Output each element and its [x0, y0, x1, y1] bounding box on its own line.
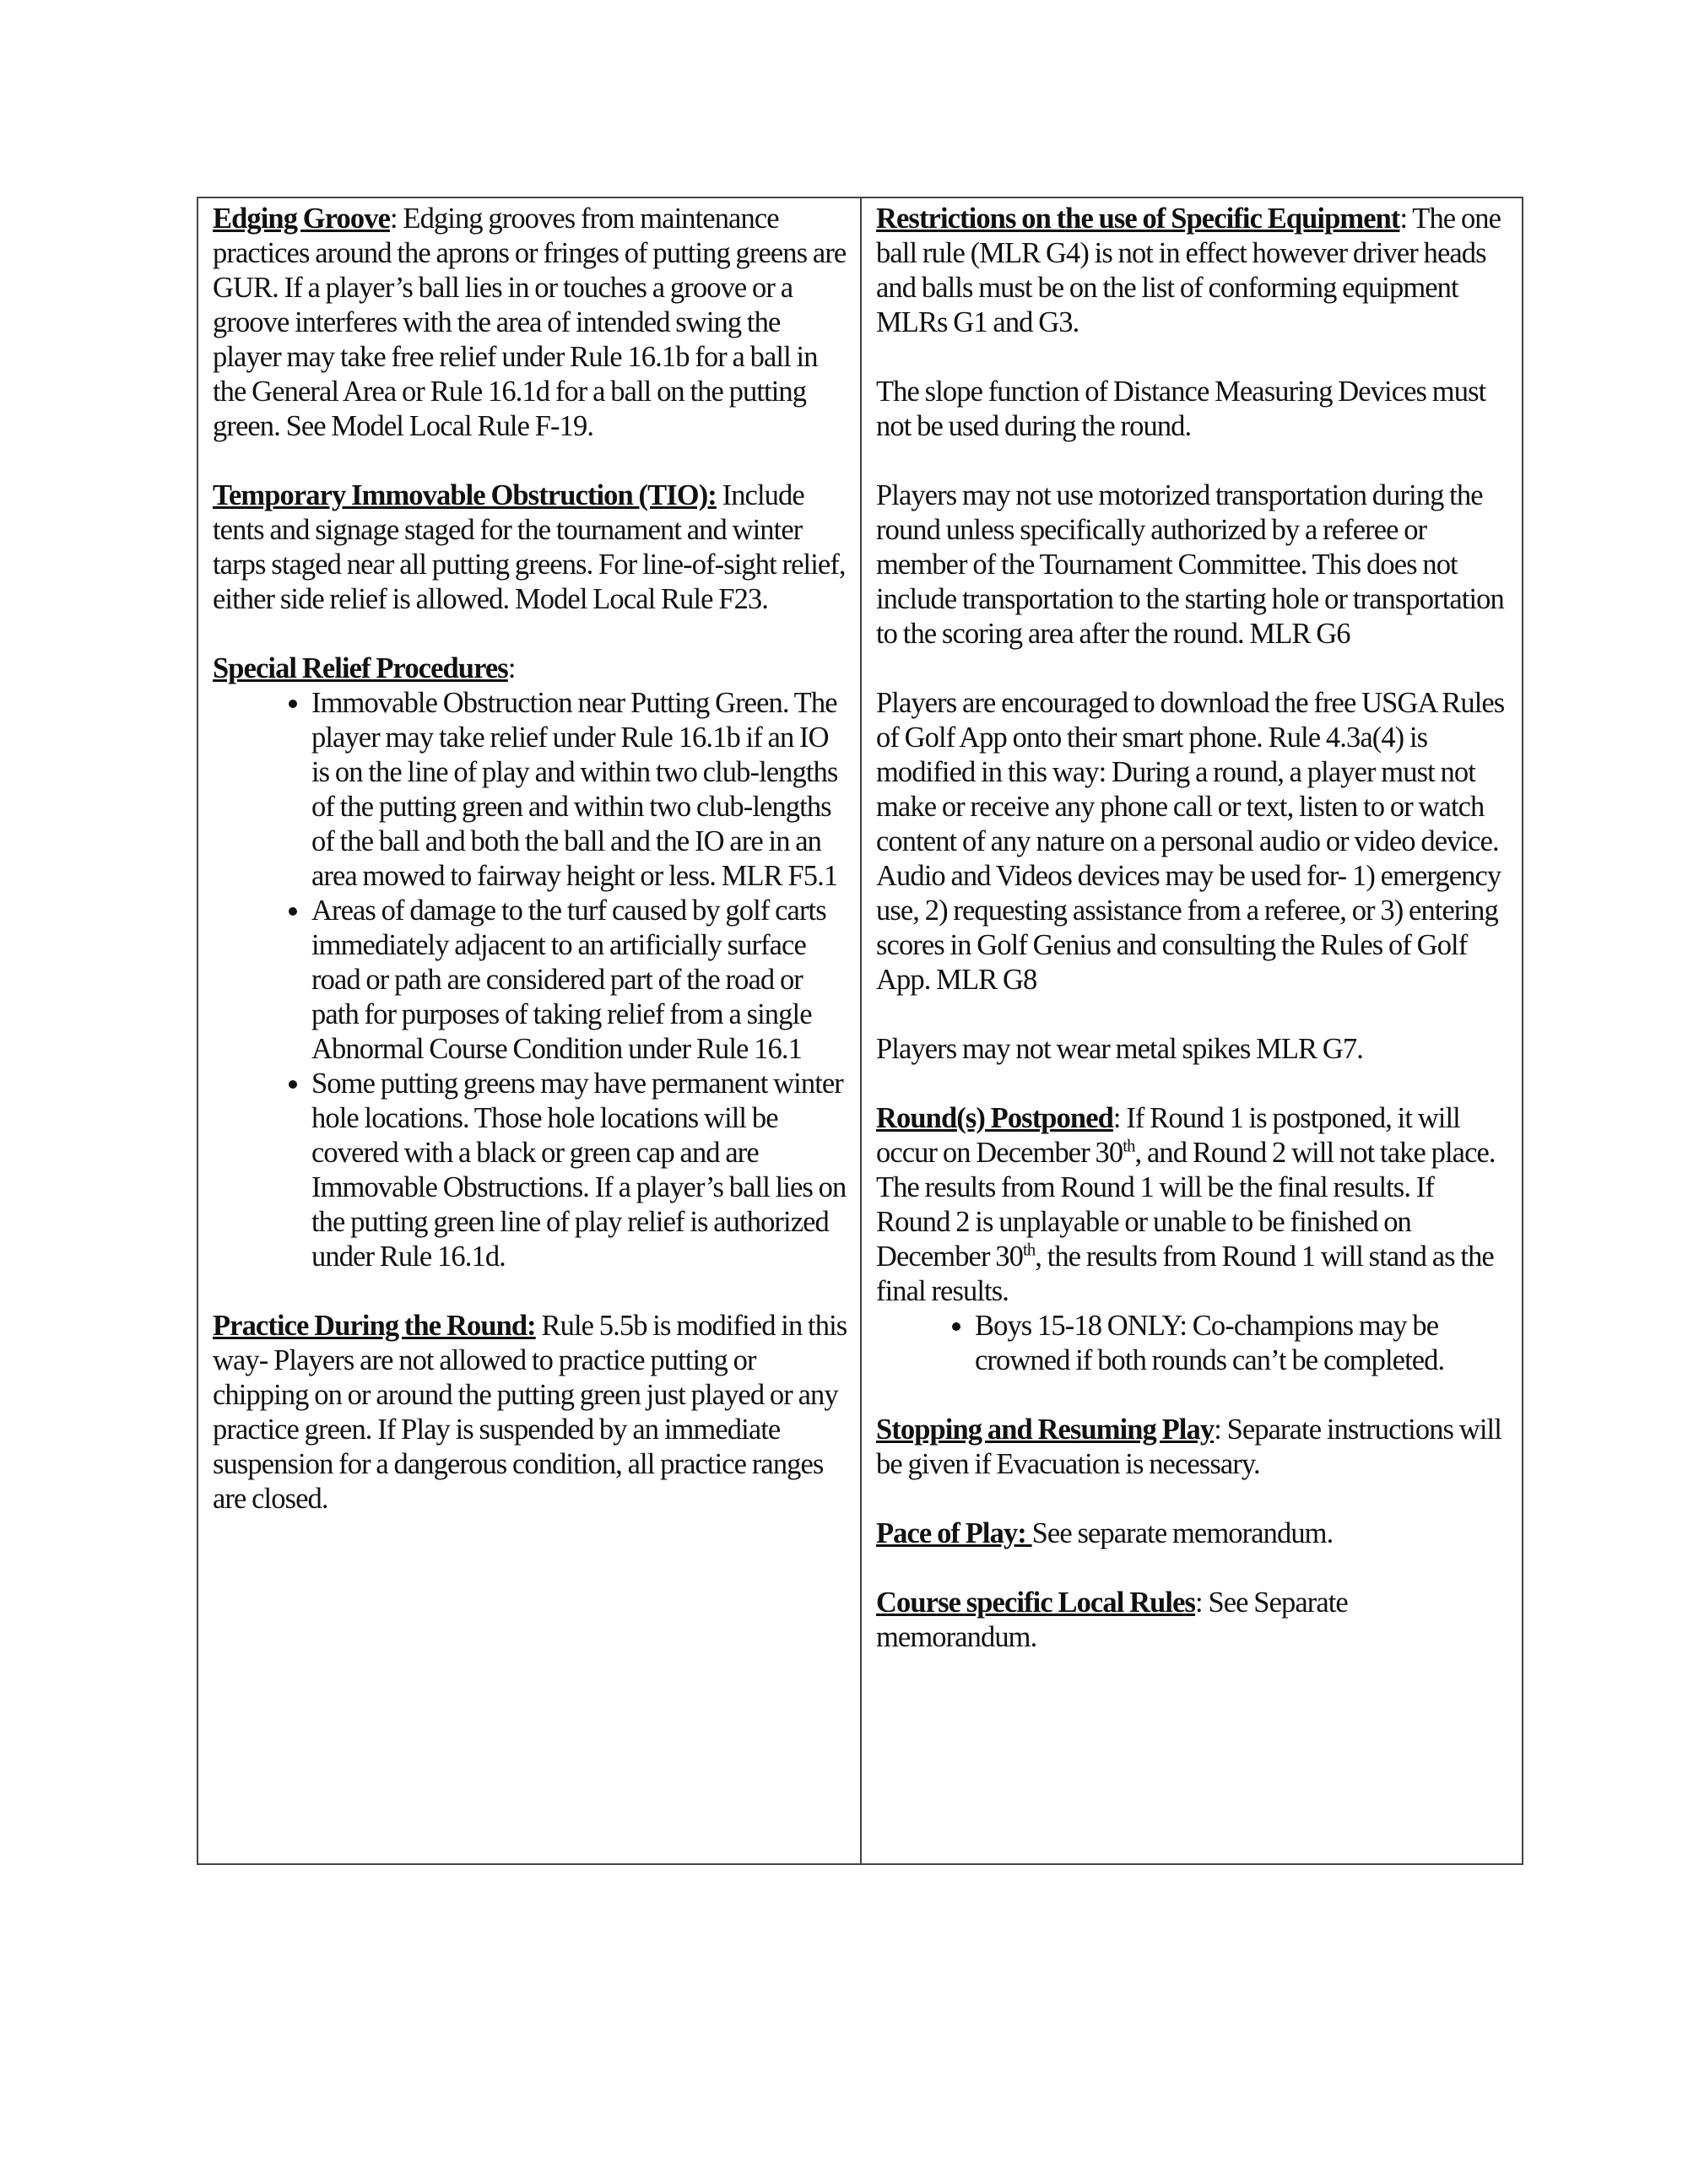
- special-relief-list: [213, 686, 848, 1274]
- superscript: th: [1123, 1137, 1135, 1156]
- stopping-section: [876, 1413, 1510, 1482]
- list-item: • Boys 15-18 ONLY: Co-champions may be crowned if both rounds can’t be completed.: [975, 1309, 1510, 1378]
- section-heading: Special Relief Procedures: [213, 652, 508, 684]
- equipment-section: [876, 202, 1510, 340]
- section-text: :: [507, 652, 516, 684]
- section-text: , the results from Round 1 will stand as the final results.: [876, 1241, 1494, 1307]
- section-text: , and Round 2 will not take place. The results from Round 1 will be the final results. If Round 2 is unplayable or unable to be finished on December 30: [876, 1137, 1496, 1273]
- left-column: [198, 198, 862, 1863]
- list-item: • Some putting greens may have permanent winter hole locations. Those hole locations will be covered with a black or green cap and are Immovable Obstructions. If a player’s ball lies on the putting green line of play relief is authorized under Rule 16.1d.: [311, 1067, 848, 1274]
- section-heading: Round(s) Postponed: [876, 1102, 1113, 1134]
- right-column: [862, 198, 1522, 1863]
- motorized-paragraph: Players may not use motorized transportation during the round unless specifically authorized by a referee or member of the Tournament Committee. This does not include transportation to the starting hole or transportation to the scoring area after the round. MLR G6: [876, 479, 1504, 650]
- section-heading: Temporary Immovable Obstruction (TIO):: [213, 479, 717, 511]
- section-text: See separate memorandum.: [1031, 1517, 1334, 1549]
- pace-section: [876, 1516, 1510, 1551]
- section-heading: Stopping and Resuming Play: [876, 1414, 1215, 1446]
- superscript: th: [1022, 1241, 1036, 1260]
- list-item: • Immovable Obstruction near Putting Green. The player may take relief under Rule 16.1b if an IO is on the line of play and within two club-lengths of the putting green and within two club-lengths of the ball and both the ball and the IO are in an area mowed to fairway height or less. MLR F5.1: [311, 686, 848, 894]
- section-text: : If Round 1 is postponed, it will occur on December 30: [876, 1102, 1460, 1169]
- section-heading: Pace of Play:: [876, 1517, 1032, 1549]
- section-heading: Restrictions on the use of Specific Equipment: [876, 203, 1400, 235]
- practice-section: [213, 1309, 848, 1516]
- postponed-section: [876, 1101, 1510, 1309]
- section-heading: Edging Groove: [213, 203, 390, 235]
- tio-section: [213, 478, 848, 617]
- rules-table: [197, 197, 1523, 1865]
- section-heading: Practice During the Round:: [213, 1310, 536, 1342]
- section-text: : The one ball rule (MLR G4) is not in effect however driver heads and balls must be on the list of conforming equipment MLRs G1 and G3.: [876, 203, 1501, 338]
- course-rules-section: [876, 1586, 1510, 1655]
- section-heading: Course specific Local Rules: [876, 1587, 1196, 1619]
- edging-groove-section: [213, 202, 848, 444]
- spikes-paragraph: Players may not wear metal spikes MLR G7.: [876, 1033, 1363, 1065]
- special-relief-section: [213, 651, 848, 686]
- section-text: : See Separate memorandum.: [876, 1587, 1348, 1653]
- section-text: : Edging grooves from maintenance practices around the aprons or fringes of putting greens are GUR. If a player’s ball lies in or touches a groove or a groove interferes with the area of intended swing the player may take free relief under Rule 16.1b for a ball in the General Area or Rule 16.1d for a ball on the putting green. See Model Local Rule F-19.: [213, 203, 847, 442]
- list-item: • Areas of damage to the turf caused by golf carts immediately adjacent to an artificially surface road or path are considered part of the road or path for purposes of taking relief from a single Abnormal Course Condition under Rule 16.1: [311, 894, 848, 1067]
- postponed-list: [876, 1309, 1510, 1378]
- section-text: Rule 5.5b is modified in this way- Players are not allowed to practice putting or chipping on or around the putting green just played or any practice green. If Play is suspended by an immediate suspension for a dangerous condition, all practice ranges are closed.: [213, 1310, 847, 1515]
- slope-paragraph: The slope function of Distance Measuring Devices must not be used during the round.: [876, 376, 1486, 442]
- section-text: : Separate instructions will be given if Evacuation is necessary.: [876, 1414, 1501, 1480]
- app-paragraph: Players are encouraged to download the free USGA Rules of Golf App onto their smart phone. Rule 4.3a(4) is modified in this way: During a round, a player must not make or receive any phone call or text, listen to or watch content of any nature on a personal audio or video device. Audio and Videos devices may be used for- 1) emergency use, 2) requesting assistance from a referee, or 3) entering scores in Golf Genius and consulting the Rules of Golf App. MLR G8: [876, 687, 1505, 996]
- section-text: Include tents and signage staged for the tournament and winter tarps staged near all putting greens. For line-of-sight relief, either side relief is allowed. Model Local Rule F23.: [213, 479, 846, 615]
